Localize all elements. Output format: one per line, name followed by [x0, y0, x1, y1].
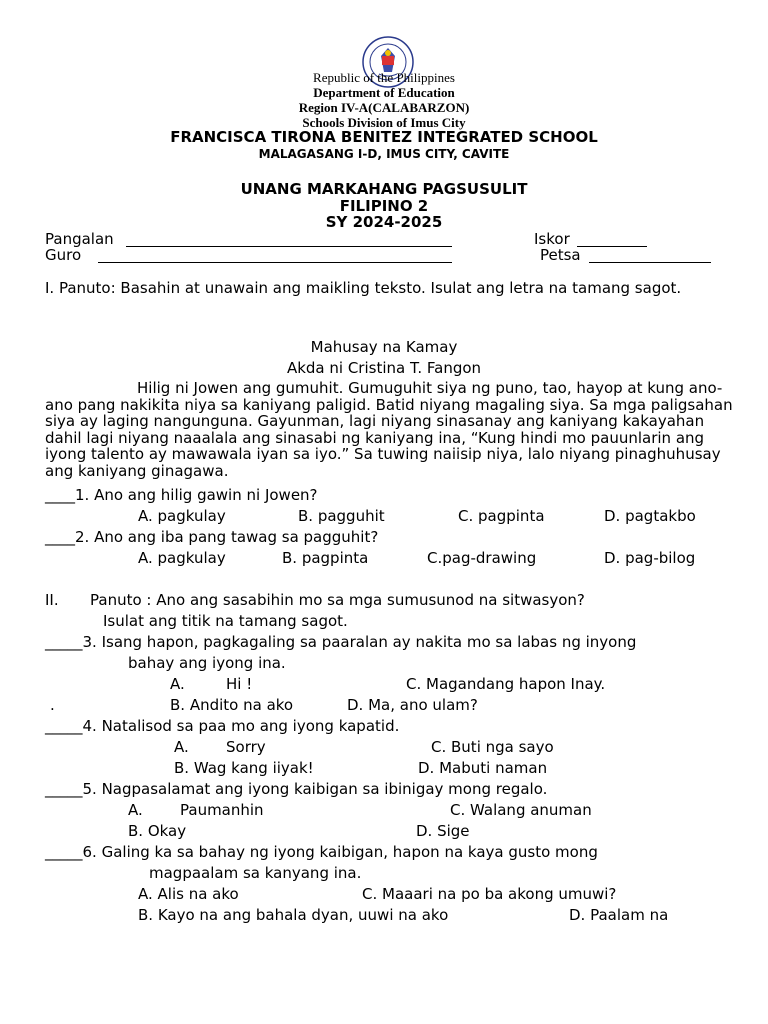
exam-subject: FILIPINO 2 [339, 197, 429, 215]
q1-choice-a: A. pagkulay [138, 507, 226, 525]
question-5: _____5. Nagpasalamat ang iyong kaibigan sa ibinigay mong regalo. [45, 780, 548, 798]
date-field[interactable] [589, 248, 711, 263]
question-3-cont: bahay ang iyong ina. [128, 654, 286, 672]
score-field[interactable] [577, 232, 647, 247]
part2-instruction-1: Panuto : Ano ang sasabihin mo sa mga sumusunod na sitwasyon? [90, 591, 585, 609]
name-label: Pangalan [45, 230, 114, 248]
q5-choice-d: D. Sige [416, 822, 470, 840]
q2-choice-b: B. pagpinta [282, 549, 369, 567]
q2-choice-d: D. pag-bilog [604, 549, 696, 567]
q4-choice-a-letter: A. [174, 738, 189, 756]
q2-choice-a: A. pagkulay [138, 549, 226, 567]
q5-choice-a: Paumanhin [180, 801, 264, 819]
question-6-cont: magpaalam sa kanyang ina. [149, 864, 362, 882]
part2-numeral: II. [45, 591, 59, 609]
question-2: ____2. Ano ang iba pang tawag sa pagguhit? [45, 528, 379, 546]
story-title: Mahusay na Kamay [310, 338, 458, 356]
q4-choice-a: Sorry [226, 738, 266, 756]
q2-choice-c: C.pag-drawing [427, 549, 537, 567]
q4-choice-c: C. Buti nga sayo [431, 738, 554, 756]
name-field[interactable] [126, 232, 452, 247]
q4-choice-d: D. Mabuti naman [418, 759, 548, 777]
question-4: _____4. Natalisod sa paa mo ang iyong kapatid. [45, 717, 400, 735]
part2-instruction-2: Isulat ang titik na tamang sagot. [103, 612, 348, 630]
school-address: MALAGASANG I-D, IMUS CITY, CAVITE [258, 147, 510, 161]
q3-choice-b: B. Andito na ako [170, 696, 294, 714]
q5-choice-b: B. Okay [128, 822, 187, 840]
q6-choice-d: D. Paalam na [569, 906, 669, 924]
division-line: Schools Division of Imus City [302, 115, 466, 130]
q1-choice-c: C. pagpinta [458, 507, 545, 525]
q3-choice-a-letter: A. [170, 675, 185, 693]
q5-choice-c: C. Walang anuman [450, 801, 592, 819]
q5-choice-a-letter: A. [128, 801, 143, 819]
story-author: Akda ni Cristina T. Fangon [286, 359, 482, 377]
exam-school-year: SY 2024-2025 [325, 213, 443, 231]
part1-instruction: I. Panuto: Basahin at unawain ang maikling teksto. Isulat ang letra na tamang sagot. [45, 279, 682, 297]
question-3: _____3. Isang hapon, pagkagaling sa paaralan ay nakita mo sa labas ng inyong [45, 633, 637, 651]
q6-choice-c: C. Maaari na po ba akong umuwi? [362, 885, 617, 903]
exam-title: UNANG MARKAHANG PAGSUSULIT [240, 180, 528, 198]
question-6: _____6. Galing ka sa bahay ng iyong kaibigan, hapon na kaya gusto mong [45, 843, 598, 861]
q3-choice-d: D. Ma, ano ulam? [347, 696, 478, 714]
question-1: ____1. Ano ang hilig gawin ni Jowen? [45, 486, 318, 504]
school-name: FRANCISCA TIRONA BENITEZ INTEGRATED SCHOOL [170, 128, 598, 146]
q6-choice-a: A. Alis na ako [138, 885, 239, 903]
q3-choice-c: C. Magandang hapon Inay. [406, 675, 606, 693]
republic-line: Republic of the Philippines [313, 70, 455, 85]
stray-dot: . [50, 696, 55, 714]
score-label: Iskor [534, 230, 570, 248]
story-paragraph [45, 380, 735, 479]
department-line: Department of Education [313, 85, 455, 100]
date-label: Petsa [540, 246, 581, 264]
q4-choice-b: B. Wag kang iiyak! [174, 759, 314, 777]
q1-choice-b: B. pagguhit [298, 507, 385, 525]
q6-choice-b: B. Kayo na ang bahala dyan, uuwi na ako [138, 906, 449, 924]
story-text: Hilig ni Jowen ang gumuhit. Gumuguhit siya ng puno, tao, hayop at kung ano-ano pang nakikita niya sa kaniyang paligid. Batid niyang magaling siya. Sa mga paligsahan siya ay laging nangunguna. Gayunman, lagi niyang sinasanay ang kaniyang kakayahan dahil lagi niyang naaalala ang sinasabi ng kaniyang ina, “Kung hindi mo pauunlarin ang iyong talento ay mawawala iyan sa iyo.” Sa tuwing naiisip niya, lalo niyang pinaghuhusay ang kaniyang ginagawa. [45, 379, 733, 480]
q1-choice-d: D. pagtakbo [604, 507, 696, 525]
region-line: Region IV-A(CALABARZON) [298, 100, 470, 115]
teacher-label: Guro [45, 246, 82, 264]
q3-choice-a: Hi ! [226, 675, 253, 693]
teacher-field[interactable] [98, 248, 452, 263]
